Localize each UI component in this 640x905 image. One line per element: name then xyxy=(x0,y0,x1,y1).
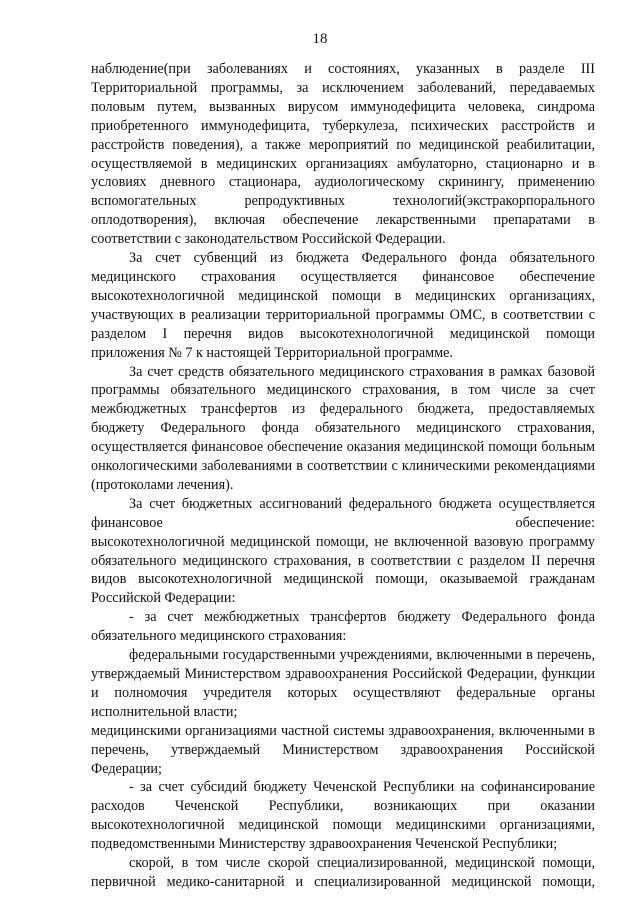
paragraph-high-tech-care: высокотехнологичной медицинской помощи, не включенной вазовую программу обязательного медицинского страхования, в соответствии с разделом II перечня видов высокотехнологичной медицинской помощи, оказываемой гражданам Российской Федерации: xyxy=(91,533,595,607)
paragraph-private-organizations: медицинскими организациями частной системы здравоохранения, включенными в перечень, утверждаемый Министерством здравоохранения Российской Федерации; xyxy=(91,722,595,777)
document-body xyxy=(91,60,595,892)
paragraph-continuation: наблюдение(при заболеваниях и состояниях, указанных в разделе III Территориальной программы, за исключением заболеваний, передаваемых половым путем, вызванных вирусом иммунодефицита человека, синдрома приобретенного иммунодефицита, туберкулеза, психических расстройств и расстройств поведения), а также мероприятий по медицинской реабилитации, осуществляемой в медицинских организациях амбулаторно, стационарно и в условиях дневного стационара, аудиологическому скринингу, применению вспомогательных репродуктивных технологий(экстракорпорального оплодотворения), включая обеспечение лекарственными препаратами в соответствии с законодательством Российской Федерации. xyxy=(91,61,595,248)
page-number: 18 xyxy=(312,31,328,47)
paragraph-emergency-care: скорой, в том числе скорой специализированной, медицинской помощи, первичной медико-санитарной и специализированной медицинской помощи, xyxy=(91,855,595,890)
paragraph-chechen-subsidies: - за счет субсидий бюджету Чеченской Республики на софинансирование расходов Чеченской Республики, возникающих при оказании высокотехнологичной медицинской помощи медицинскими организациями, подведомственными Министерству здравоохранения Чеченской Республики; xyxy=(91,779,595,853)
paragraph-subventions: За счет субвенций из бюджета Федерального фонда обязательного медицинского страхования осуществляется финансовое обеспечение высокотехнологичной медицинской помощи в медицинских организациях, участвующих в реализации территориальной программы ОМС, в соответствии с разделом I перечня видов высокотехнологичной медицинской помощи приложения № 7 к настоящей Территориальной программе. xyxy=(91,250,595,361)
paragraph-federal-institutions: федеральными государственными учреждениями, включенными в перечень, утверждаемый Министерством здравоохранения Российской Федерации, функции и полномочия учредителя которых осуществляют федеральные органы исполнительной власти; xyxy=(91,647,595,720)
paragraph-federal-budget: За счет бюджетных ассигнований федерального бюджета осуществляется финансовое обеспечение: xyxy=(91,495,595,531)
paragraph-oms-funds: За счет средств обязательного медицинского страхования в рамках базовой программы обязательного медицинского страхования, в том числе за счет межбюджетных трансфертов из федерального бюджета, предоставляемых бюджету Федерального фонда обязательного медицинского страхования, осуществляется финансовое обеспечение оказания медицинской помощи больным онкологическими заболеваниями в соответствии с клиническими рекомендациями (протоколами лечения). xyxy=(91,363,595,493)
paragraph-interbudget-transfers: - за счет межбюджетных трансфертов бюджету Федерального фонда обязательного медицинского страхования: xyxy=(91,609,595,645)
